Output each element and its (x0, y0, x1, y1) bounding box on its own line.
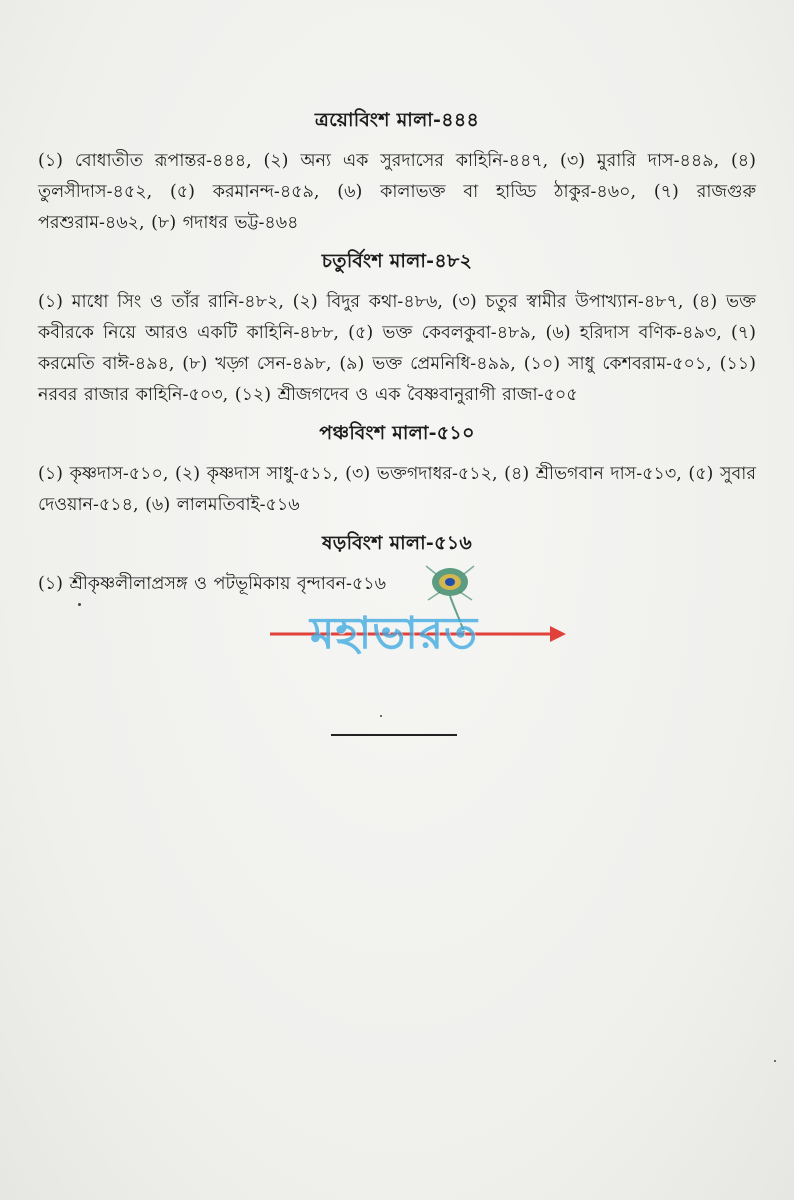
ink-speck (380, 715, 382, 717)
watermark-lettering: মহাভারত (310, 608, 479, 659)
table-of-contents (38, 100, 756, 608)
section-entries: (১) শ্রীকৃষ্ণলীলাপ্রসঙ্গ ও পটভূমিকায় বৃন্দাবন-৫১৬ (38, 574, 387, 594)
section-heading: ত্রয়োবিংশ মালা-৪৪৪ (314, 109, 480, 131)
ink-speck (78, 603, 81, 606)
section-24 (38, 247, 756, 411)
section-23 (38, 106, 756, 239)
section-entries: (১) বোধাতীত রূপান্তর-৪৪৪, (২) অন্য এক সুরদাসের কাহিনি-৪৪৭, (৩) মুরারি দাস-৪৪৯, (৪) তুলসীদাস-৪৫২, (৫) করমানন্দ-৪৫৯, (৬) কালাভক্ত বা হাড্ডি ঠাকুর-৪৬০, (৭) রাজগুরু পরশুরাম-৪৬২, (৮) গদাধর ভট্ট-৪৬৪ (38, 151, 756, 233)
end-divider-line (331, 734, 457, 736)
ink-speck (774, 1060, 776, 1062)
section-heading: ষড়বিংশ মালা-৫১৬ (321, 532, 472, 554)
section-entries: (১) মাধো সিং ও তাঁর রানি-৪৮২, (২) বিদুর কথা-৪৮৬, (৩) চতুর স্বামীর উপাখ্যান-৪৮৭, (৪) ভক্ত কবীরকে নিয়ে আরও একটি কাহিনি-৪৮৮, (৫) ভক্ত কেবলকুবা-৪৮৯, (৬) হরিদাস বণিক-৪৯৩, (৭) করমেতি বাঈ-৪৯৪, (৮) খড়্গ সেন-৪৯৮, (৯) ভক্ত প্রেমনিধি-৪৯৯, (১০) সাধু কেশবরাম-৫০১, (১১) নরবর রাজার কাহিনি-৫০৩, (১২) শ্রীজগদেব ও এক বৈষ্ণবানুরাগী রাজা-৫০৫ (38, 292, 756, 405)
section-26 (38, 529, 756, 600)
section-entries: (১) কৃষ্ণদাস-৫১০, (২) কৃষ্ণদাস সাধু-৫১১, (৩) ভক্তগদাধর-৫১২, (৪) শ্রীভগবান দাস-৫১৩, (৫) সুবার দেওয়ান-৫১৪, (৬) লালমতিবাই-৫১৬ (38, 464, 756, 515)
section-heading: চতুর্বিংশ মালা-৪৮২ (321, 250, 473, 272)
section-heading: পঞ্চবিংশ মালা-৫১০ (319, 422, 475, 444)
section-25 (38, 419, 756, 521)
